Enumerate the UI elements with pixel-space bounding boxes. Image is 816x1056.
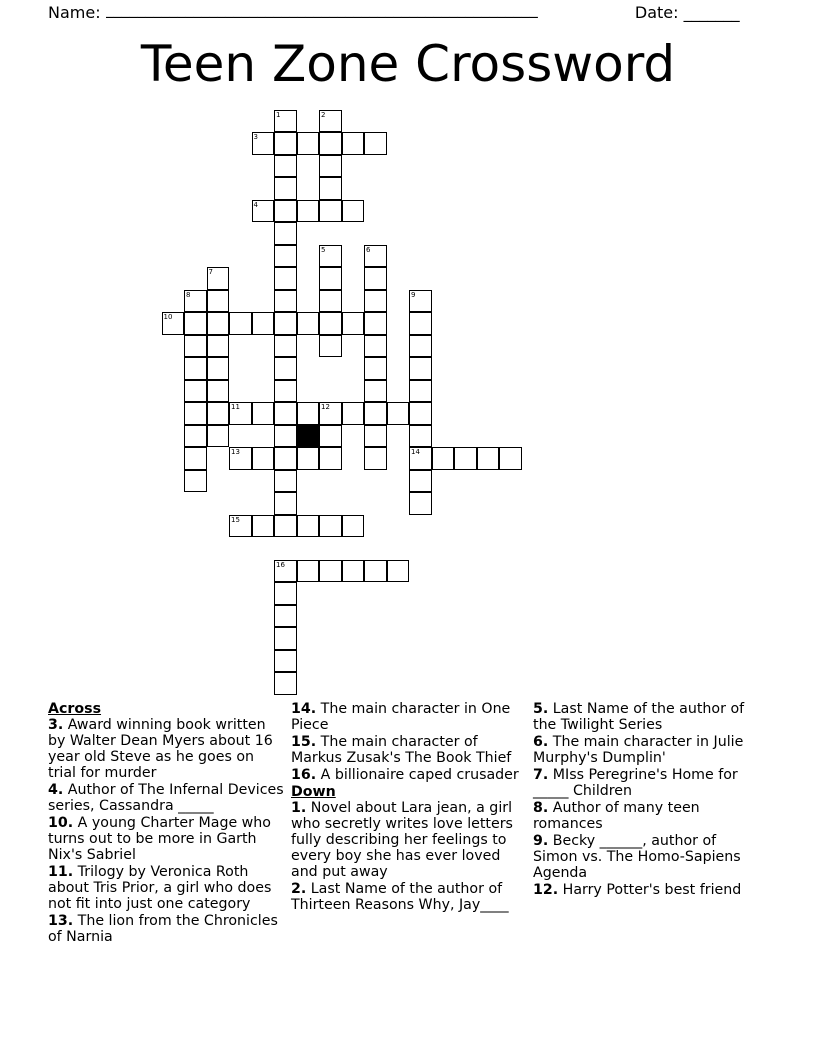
grid-cell[interactable] <box>387 560 410 583</box>
clue-number: 8. <box>533 800 549 816</box>
clue-number: 12 <box>321 403 330 411</box>
grid-cell[interactable] <box>342 200 365 223</box>
clue-item <box>291 800 521 880</box>
grid-cell[interactable] <box>364 132 387 155</box>
clue-item <box>48 717 284 781</box>
clue-number: 5 <box>321 245 326 254</box>
clue-item <box>533 701 763 733</box>
clue-text: Becky ______, author of Simon vs. The Homo-Sapiens Agenda <box>533 833 741 881</box>
clue-number: 3 <box>253 133 258 141</box>
grid-cell[interactable] <box>364 357 387 380</box>
grid-cell[interactable] <box>274 335 297 358</box>
clue-number: 6. <box>533 734 549 750</box>
grid-cell[interactable] <box>229 312 252 335</box>
grid-cell[interactable] <box>229 402 252 425</box>
clue-text: The main character in One Piece <box>291 701 511 733</box>
grid-cell[interactable] <box>184 447 207 470</box>
clue-item <box>533 800 763 832</box>
grid-cell[interactable] <box>184 357 207 380</box>
grid-cell[interactable] <box>297 560 320 583</box>
grid-cell[interactable] <box>319 425 342 448</box>
grid-cell[interactable] <box>252 200 275 223</box>
grid-cell[interactable] <box>274 672 297 695</box>
grid-cell[interactable] <box>319 402 342 425</box>
clue-item <box>48 815 284 863</box>
grid-cell[interactable] <box>409 380 432 403</box>
grid-cell[interactable] <box>319 560 342 583</box>
grid-cell[interactable] <box>297 402 320 425</box>
clue-number: 12. <box>533 882 559 898</box>
grid-cell[interactable] <box>409 425 432 448</box>
clue-item <box>533 734 763 766</box>
grid-cell[interactable] <box>274 155 297 178</box>
grid-cell[interactable] <box>297 447 320 470</box>
grid-cell[interactable] <box>342 560 365 583</box>
clue-text: Author of many teen romances <box>533 800 700 832</box>
grid-cell[interactable] <box>319 267 342 290</box>
clue-text: Harry Potter's best friend <box>562 882 742 898</box>
grid-cell[interactable] <box>364 560 387 583</box>
clues-column-1 <box>48 701 284 946</box>
grid-cell[interactable] <box>274 470 297 493</box>
grid-cell[interactable] <box>274 380 297 403</box>
grid-cell[interactable] <box>207 425 230 448</box>
clue-number: 11. <box>48 864 74 880</box>
clue-item <box>291 881 521 913</box>
grid-cell[interactable] <box>207 335 230 358</box>
grid-cell[interactable] <box>274 492 297 515</box>
clue-text: Novel about Lara jean, a girl who secretly writes love letters fully describing her feelings to every boy she has ever loved and put away <box>291 800 513 880</box>
clue-number: 4. <box>48 782 64 798</box>
clues-column-2 <box>291 701 521 914</box>
grid-cell[interactable] <box>364 335 387 358</box>
clue-number: 1 <box>276 110 281 119</box>
grid-cell[interactable] <box>207 312 230 335</box>
clue-item <box>48 913 284 945</box>
grid-cell[interactable] <box>274 447 297 470</box>
clue-number: 14 <box>411 448 420 456</box>
grid-cell[interactable] <box>162 312 185 335</box>
clue-number: 14. <box>291 701 317 717</box>
grid-cell[interactable] <box>454 447 477 470</box>
clue-number: 7 <box>208 268 213 276</box>
grid-cell[interactable] <box>229 447 252 470</box>
down-heading: Down <box>291 784 336 800</box>
clue-item <box>533 882 763 898</box>
grid-cell[interactable] <box>319 132 342 155</box>
grid-cell[interactable] <box>297 132 320 155</box>
grid-cell[interactable] <box>342 515 365 538</box>
clue-text: A billionaire caped crusader <box>320 767 519 783</box>
grid-cell[interactable] <box>252 402 275 425</box>
clue-number: 10. <box>48 815 74 831</box>
grid-cell[interactable] <box>297 200 320 223</box>
grid-cell[interactable] <box>319 177 342 200</box>
name-label: Name: <box>48 3 101 22</box>
grid-cell[interactable] <box>364 402 387 425</box>
grid-cell[interactable] <box>274 627 297 650</box>
grid-cell[interactable] <box>252 132 275 155</box>
grid-cell[interactable] <box>274 402 297 425</box>
grid-cell[interactable] <box>274 650 297 673</box>
clue-number: 16 <box>276 560 285 569</box>
grid-cell[interactable] <box>364 380 387 403</box>
grid-cell[interactable] <box>409 492 432 515</box>
grid-cell[interactable] <box>274 177 297 200</box>
grid-cell[interactable] <box>207 402 230 425</box>
clue-number: 7. <box>533 767 549 783</box>
clue-text: Last Name of the author of Thirteen Reasons Why, Jay____ <box>291 881 509 913</box>
clue-text: Last Name of the author of the Twilight Series <box>533 701 745 733</box>
grid-cell[interactable] <box>342 402 365 425</box>
grid-cell[interactable] <box>274 515 297 538</box>
grid-cell[interactable] <box>274 605 297 628</box>
grid-cell[interactable] <box>319 155 342 178</box>
grid-cell[interactable] <box>252 447 275 470</box>
grid-cell[interactable] <box>274 132 297 155</box>
grid-cell[interactable] <box>364 312 387 335</box>
page-title: Teen Zone Crossword <box>140 35 676 93</box>
clue-item <box>291 734 521 766</box>
grid-cell[interactable] <box>274 245 297 268</box>
grid-cell[interactable] <box>364 290 387 313</box>
grid-cell[interactable] <box>409 402 432 425</box>
clue-item <box>48 864 284 912</box>
grid-cell[interactable] <box>184 380 207 403</box>
grid-cell[interactable] <box>477 447 500 470</box>
grid-cell[interactable] <box>184 290 207 313</box>
grid-cell[interactable] <box>297 515 320 538</box>
grid-cell[interactable] <box>319 447 342 470</box>
grid-cell[interactable] <box>229 515 252 538</box>
grid-cell[interactable] <box>319 110 342 133</box>
clue-item <box>48 782 284 814</box>
clue-text: Award winning book written by Walter Dean Myers about 16 year old Steve as he goes on trial for murder <box>48 717 273 781</box>
grid-cell[interactable] <box>319 335 342 358</box>
clue-number: 11 <box>231 403 240 411</box>
across-heading: Across <box>48 701 102 717</box>
blocked-cell <box>297 425 320 448</box>
grid-cell[interactable] <box>207 290 230 313</box>
grid-cell[interactable] <box>207 380 230 403</box>
grid-cell[interactable] <box>184 312 207 335</box>
grid-cell[interactable] <box>409 470 432 493</box>
grid-cell[interactable] <box>274 425 297 448</box>
clues-column-3 <box>533 701 763 899</box>
clue-text: MIss Peregrine's Home for _____ Children <box>533 767 738 799</box>
grid-cell[interactable] <box>409 357 432 380</box>
grid-cell[interactable] <box>184 425 207 448</box>
grid-cell[interactable] <box>274 290 297 313</box>
grid-cell[interactable] <box>274 357 297 380</box>
grid-cell[interactable] <box>274 200 297 223</box>
grid-cell[interactable] <box>342 132 365 155</box>
grid-cell[interactable] <box>387 402 410 425</box>
grid-cell[interactable] <box>499 447 522 470</box>
grid-cell[interactable] <box>319 200 342 223</box>
grid-cell[interactable] <box>319 290 342 313</box>
clue-text: Trilogy by Veronica Roth about Tris Prior, a girl who does not fit into just one category <box>48 864 272 912</box>
clue-number: 16. <box>291 767 317 783</box>
clue-text: A young Charter Mage who turns out to be more in Garth Nix's Sabriel <box>48 815 271 863</box>
grid-cell[interactable] <box>409 447 432 470</box>
grid-cell[interactable] <box>274 267 297 290</box>
grid-cell[interactable] <box>184 402 207 425</box>
clue-text: The main character of Markus Zusak's The Book Thief <box>291 734 512 766</box>
clue-text: The lion from the Chronicles of Narnia <box>48 913 278 945</box>
grid-cell[interactable] <box>274 110 297 133</box>
clue-number: 15. <box>291 734 317 750</box>
clue-number: 6 <box>366 245 371 254</box>
grid-cell[interactable] <box>409 312 432 335</box>
name-blank[interactable]: ______________________________________________________ <box>105 0 538 18</box>
grid-cell[interactable] <box>319 515 342 538</box>
clue-number: 3. <box>48 717 64 733</box>
grid-cell[interactable] <box>297 312 320 335</box>
clue-number: 4 <box>253 200 258 209</box>
grid-cell[interactable] <box>252 515 275 538</box>
grid-cell[interactable] <box>274 560 297 583</box>
clue-text: The main character in Julie Murphy's Dumplin' <box>533 734 744 766</box>
date-label: Date: <box>634 3 679 22</box>
grid-cell[interactable] <box>274 312 297 335</box>
grid-cell[interactable] <box>184 470 207 493</box>
clue-item <box>533 833 763 881</box>
grid-cell[interactable] <box>342 312 365 335</box>
grid-cell[interactable] <box>409 335 432 358</box>
grid-cell[interactable] <box>319 312 342 335</box>
clue-number: 8 <box>186 290 191 299</box>
grid-cell[interactable] <box>184 335 207 358</box>
grid-cell[interactable] <box>207 267 230 290</box>
clue-number: 13 <box>231 448 240 456</box>
grid-cell[interactable] <box>252 312 275 335</box>
clue-text: Author of The Infernal Devices series, Cassandra _____ <box>48 782 284 814</box>
clue-item <box>291 701 521 733</box>
grid-cell[interactable] <box>432 447 455 470</box>
clue-number: 15 <box>231 515 240 524</box>
clue-number: 9. <box>533 833 549 849</box>
grid-cell[interactable] <box>364 425 387 448</box>
clue-number: 9 <box>411 290 416 299</box>
grid-cell[interactable] <box>409 290 432 313</box>
clue-number: 5. <box>533 701 549 717</box>
grid-cell[interactable] <box>364 245 387 268</box>
grid-cell[interactable] <box>364 447 387 470</box>
clue-item <box>291 767 521 783</box>
date-blank[interactable]: _______ <box>683 3 740 22</box>
clue-number: 10 <box>163 313 173 321</box>
clue-number: 2 <box>321 110 326 119</box>
grid-cell[interactable] <box>207 357 230 380</box>
clue-number: 2. <box>291 881 307 897</box>
grid-cell[interactable] <box>364 267 387 290</box>
grid-cell[interactable] <box>274 222 297 245</box>
grid-cell[interactable] <box>274 582 297 605</box>
clue-item <box>533 767 763 799</box>
grid-cell[interactable] <box>319 245 342 268</box>
clue-number: 13. <box>48 913 74 929</box>
clue-number: 1. <box>291 800 307 816</box>
